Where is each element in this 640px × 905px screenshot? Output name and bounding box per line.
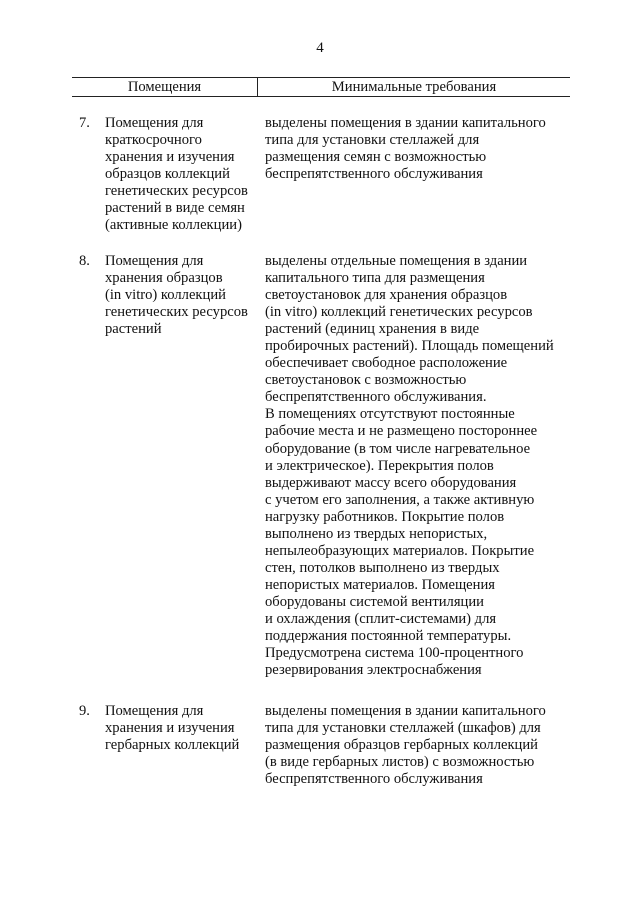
row-number: 9. bbox=[79, 703, 90, 719]
room-name: Помещения для хранения образцов (in vitro) коллекций генетических ресурсов растений bbox=[105, 253, 248, 337]
requirements-text: выделены помещения в здании капитального типа для установки стеллажей (шкафов) для размещения образцов гербарных коллекций (в виде гербарных листов) с возможностью беспрепятственного обслуживания bbox=[265, 703, 546, 788]
requirements-text: выделены помещения в здании капитального типа для установки стеллажей для размещения семян с возможностью беспрепятственного обслуживания bbox=[265, 115, 546, 183]
room-name: Помещения для хранения и изучения гербарных коллекций bbox=[105, 703, 240, 753]
table-header bbox=[72, 77, 570, 97]
room-name: Помещения для краткосрочного хранения и изучения образцов коллекций генетических ресурсов растений в виде семян (активные коллекции) bbox=[105, 115, 248, 233]
row-number: 7. bbox=[79, 115, 90, 131]
requirements-text: выделены отдельные помещения в здании капитального типа для размещения светоустановок для хранения образцов (in vitro) коллекций генетических ресурсов растений (единиц хранения в виде пробирочных растений). Площадь помещений обеспечивает свободное расположение светоустановок с возможностью беспрепятственного обслуживания. В помещениях отсутствуют постоянные рабочие места и не размещено постороннее оборудование (в том числе нагревательное и электрическое). Перекрытия полов выдерживают массу всего оборудования с учетом его заполнения, а также активную нагрузку работников. Покрытие полов выполнено из твердых непористых, непылеобразующих материалов. Покрытие стен, потолков выполнено из твердых непористых материалов. Помещения оборудованы системой вентиляции и охлаждения (сплит-системами) для поддержания постоянной температуры. Предусмотрена система 100-процентного резервирования электроснабжения bbox=[265, 253, 554, 679]
row-number: 8. bbox=[79, 253, 90, 269]
page-number: 4 bbox=[316, 40, 324, 56]
header-requirements: Минимальные требования bbox=[331, 79, 497, 95]
header-rooms: Помещения bbox=[127, 79, 202, 95]
